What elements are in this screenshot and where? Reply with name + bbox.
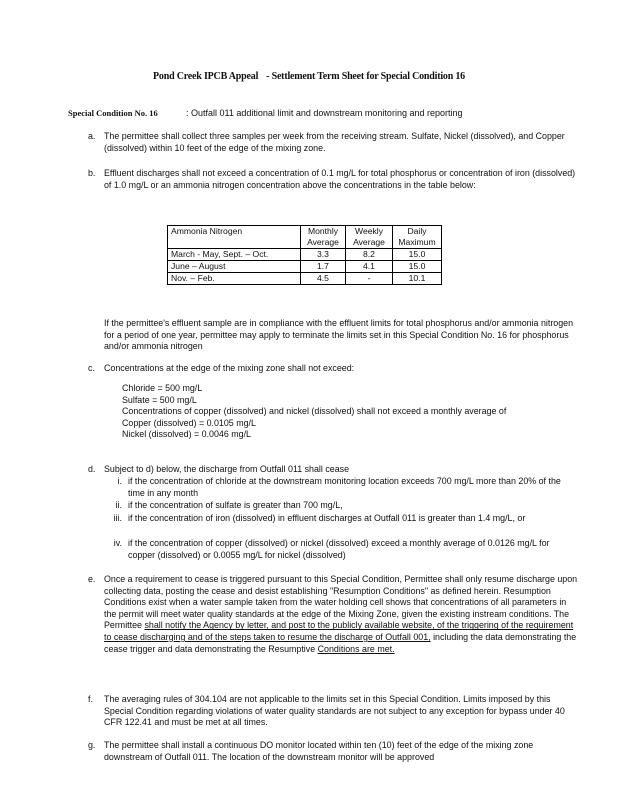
- item-marker: a.: [88, 131, 96, 141]
- table-cell: 8.2: [346, 249, 393, 261]
- table-header-cell: Ammonia Nitrogen: [171, 226, 243, 236]
- item-text-final: Conditions are met.: [317, 643, 395, 654]
- item-marker: f.: [88, 694, 93, 704]
- sub-item-i: [108, 476, 578, 499]
- item-text-tail: including the data demonstrating the cease trigger and data demonstrating the Resumptive: [104, 631, 577, 654]
- item-text: Subject to d) below, the discharge from Outfall 011 shall cease: [104, 464, 350, 474]
- sub-item-text: if the concentration of copper (dissolved) or nickel (dissolved) exceed a monthly average of 0.0126 mg/L for copper (dissolved) or 0.0055 mg/L for nickel (dissolved): [128, 538, 550, 560]
- limit-line: Sulfate = 500 mg/L: [122, 394, 197, 405]
- limit-line: Nickel (dissolved) = 0.0046 mg/L: [122, 429, 251, 440]
- table-cell: 4.1: [346, 261, 393, 273]
- item-f: [88, 694, 578, 729]
- item-text: The permittee shall collect three samples per week from the receiving stream. Sulfate, Nickel (dissolved), and Copper (dissolved) within 10 feet of the edge of the mixing zone.: [104, 131, 565, 153]
- sub-item-text: if the concentration of iron (dissolved) in effluent discharges at Outfall 011 is greater than 1.4 mg/L, or: [128, 513, 526, 523]
- table-header-cell: [168, 237, 301, 249]
- item-text: Concentrations at the edge of the mixing zone shall not exceed:: [104, 363, 355, 373]
- table-cell: -: [346, 273, 393, 285]
- table-cell: Nov. – Feb.: [171, 273, 215, 283]
- table-cell: June – August: [168, 261, 301, 273]
- item-text: The permittee shall install a continuous DO monitor located within ten (10) feet of the edge of the mixing zone downstream of Outfall 011. The location of the downstream monitor will be approved: [104, 740, 534, 762]
- table-cell: March - May, Sept. – Oct.: [168, 249, 301, 261]
- ammonia-table: [167, 225, 442, 285]
- item-g: [88, 740, 578, 763]
- limit-line: Concentrations of copper (dissolved) and nickel (dissolved) shall not exceed a monthly average of: [122, 406, 507, 417]
- limits-list: [122, 383, 572, 441]
- item-marker: e.: [88, 574, 96, 584]
- item-text: Effluent discharges shall not exceed a concentration of 0.1 mg/L for total phosphorus or concentration of iron (dissolved) of 1.0 mg/L or an ammonia nitrogen concentration above the concentrations in the table below:: [104, 168, 576, 190]
- sub-item-iii: [108, 513, 578, 525]
- sub-item-marker: ii.: [115, 500, 122, 510]
- condition-label: Special Condition No. 16: [68, 108, 158, 118]
- sub-item-iv: [108, 538, 578, 561]
- document-title: [0, 71, 618, 83]
- table-header-cell: Maximum: [393, 237, 442, 249]
- item-marker: g.: [88, 740, 96, 750]
- table-header-cell: Daily: [407, 226, 427, 236]
- item-text: [104, 574, 578, 655]
- sub-item-text: if the concentration of chloride at the downstream monitoring location exceeds 700 mg/L more than 20% of the time in any month: [128, 476, 561, 498]
- sub-item-marker: iv.: [113, 538, 122, 548]
- table-header-cell: Average: [346, 237, 393, 249]
- condition-description: : Outfall 011 additional limit and downstream monitoring and reporting: [186, 108, 463, 118]
- sub-item-marker: iii.: [113, 513, 122, 523]
- condition-heading: [68, 108, 463, 120]
- item-marker: b.: [88, 168, 96, 178]
- item-a: [88, 131, 578, 154]
- item-b: [88, 168, 578, 191]
- table-header-cell: Average: [301, 237, 346, 249]
- sub-item-text: if the concentration of sulfate is greater than 700 mg/L,: [128, 500, 343, 510]
- title-appeal: Pond Creek IPCB Appeal: [153, 71, 259, 82]
- table-cell: 15.0: [393, 261, 442, 273]
- item-text: The averaging rules of 304.104 are not applicable to the limits set in this Special Condition. Limits imposed by this Special Condition regarding violations of water quality standards are not subject to any exception for bypass under 40 CFR 122.41 and must be met at all times.: [104, 694, 565, 728]
- item-b-termination: [104, 318, 574, 353]
- item-e: [88, 574, 578, 655]
- table-row: [168, 249, 442, 261]
- table-cell: 3.3: [301, 249, 346, 261]
- paragraph-text: If the permittee's effluent sample are in compliance with the effluent limits for total phosphorus and/or ammonia nitrogen for a period of one year, permittee may apply to terminate the limits set in this Special Condition No. 16 for phosphorus and/or ammonia nitrogen: [104, 318, 574, 352]
- table-header-cell: Weekly: [346, 226, 393, 238]
- item-text-plain: Once a requirement to cease is triggered pursuant to this Special Condition, Permittee shall only resume discharge upon collecting data, posting the cease and desist establishing "Resumption Conditions" as defined herein. Resumption Conditions exist when a water sample taken from the water holding cell shows that concentrations of all parameters in the permit will meet water quality standards at the edge of the Mixing Zone, given the existing instream conditions. The Permittee: [104, 574, 578, 631]
- table-header-cell: Monthly: [301, 226, 346, 238]
- limit-line: Copper (dissolved) = 0.0105 mg/L: [122, 417, 256, 428]
- item-c: [88, 363, 578, 375]
- table-row: [168, 273, 442, 285]
- sub-item-marker: i.: [117, 476, 122, 486]
- item-marker: c.: [88, 363, 95, 373]
- item-marker: d.: [88, 464, 96, 474]
- item-d: [88, 464, 578, 476]
- limit-line: Chloride = 500 mg/L: [122, 383, 203, 393]
- table-row: [168, 261, 442, 273]
- table-cell: 1.7: [301, 261, 346, 273]
- sub-item-ii: [108, 500, 578, 512]
- table-cell: 15.0: [393, 249, 442, 261]
- table-cell: 4.5: [301, 273, 346, 285]
- title-term-sheet: - Settlement Term Sheet for Special Condition 16: [266, 71, 465, 82]
- item-text-underlined: shall notify the Agency by letter, and post to the publicly available website, of the triggering of the requirement to cease discharging and of the steps taken to resume the discharge of Outfall 001,: [104, 620, 574, 642]
- table-cell: 10.1: [408, 273, 426, 283]
